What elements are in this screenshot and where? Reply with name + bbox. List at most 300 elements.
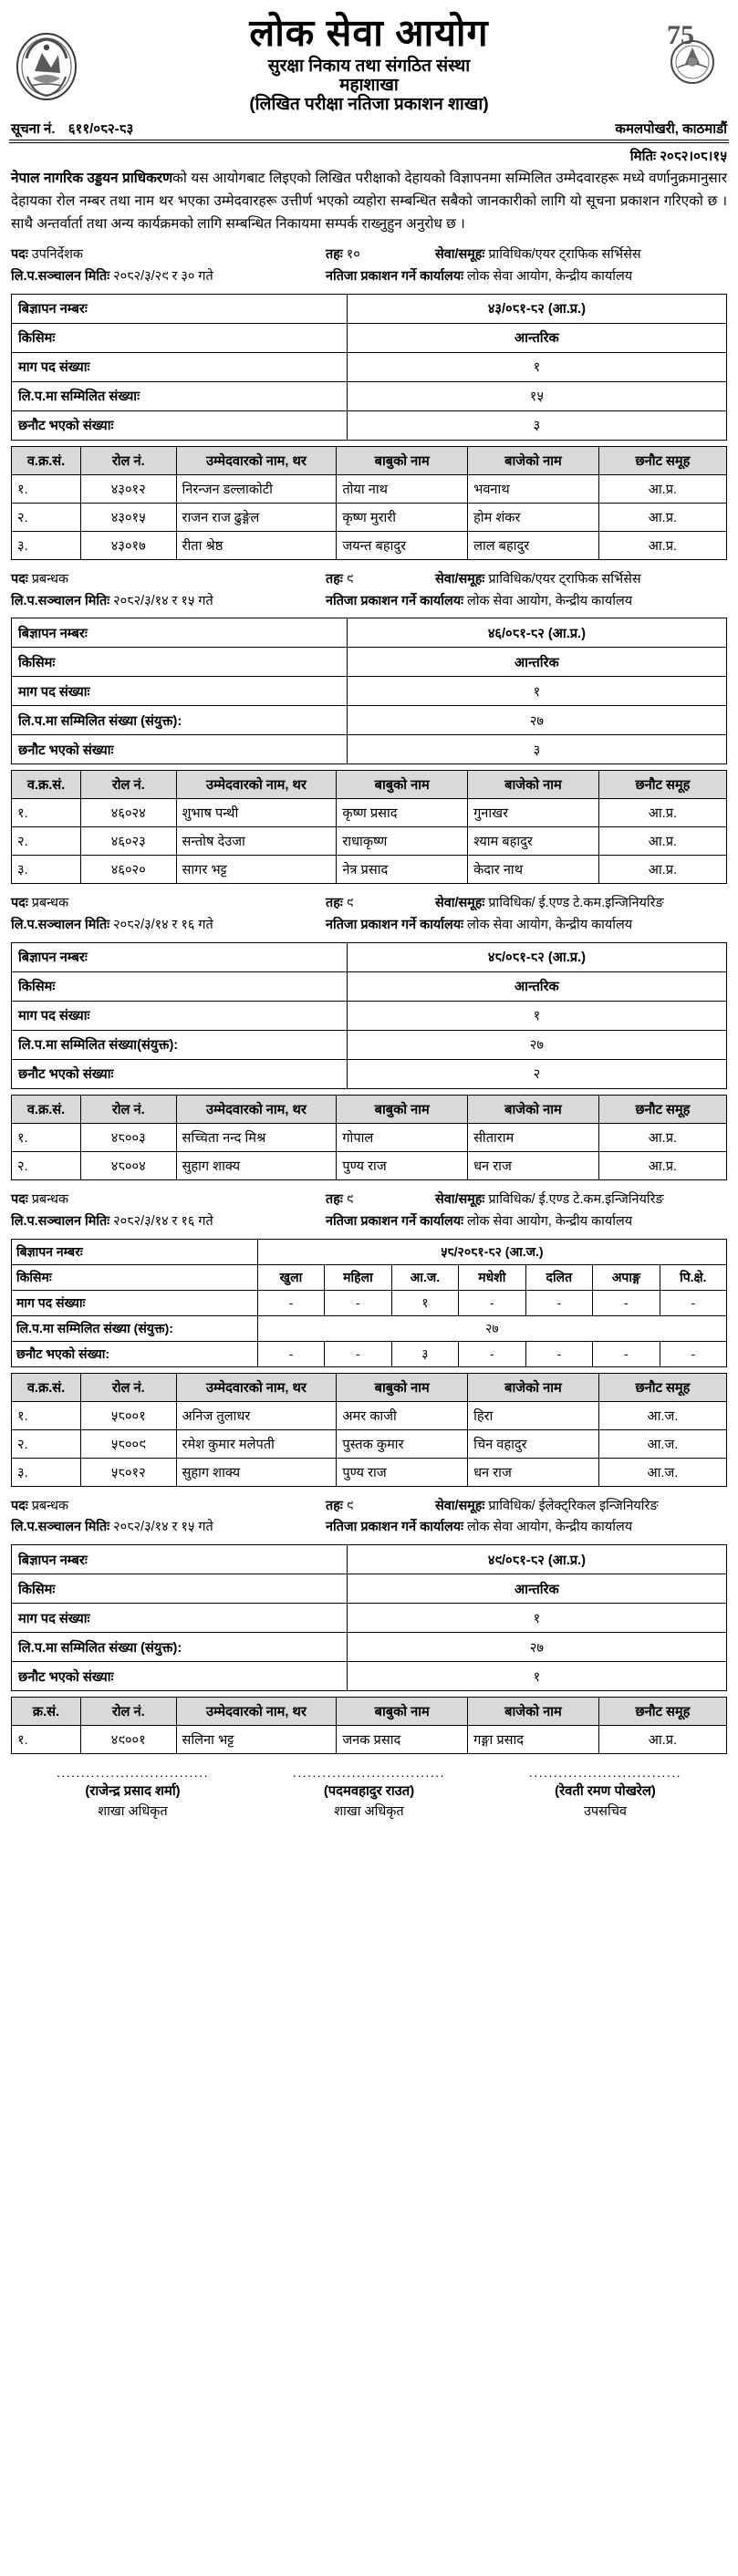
cell-father-name: कृष्ण प्रसाद [337, 799, 468, 827]
table-row [12, 474, 727, 503]
exam-date-label: लि.प.सञ्चालन मितिः [11, 918, 110, 933]
table-row [12, 1315, 727, 1341]
post-value: प्रबन्धक [31, 896, 69, 911]
cell-father-name: नेत्र प्रसाद [337, 856, 468, 884]
header-roll: रोल नं. [80, 771, 176, 799]
selected-value: ३ [347, 735, 726, 764]
post-label: पदः [11, 247, 28, 263]
header-grandfather-name: बाजेको नाम [468, 771, 599, 799]
level-value: ९ [346, 571, 354, 587]
cell-roll: ५८००१ [80, 1401, 176, 1429]
cell-father-name: पुस्तक कुमार [337, 1429, 468, 1458]
header-selection-group: छनौट समूह [598, 446, 726, 474]
ad-number-value: ४६/०८१-८२ (आ.प्र.) [347, 618, 726, 648]
psc-75-years-logo [658, 9, 725, 88]
table-row [12, 1239, 727, 1264]
level-value: १० [346, 247, 360, 263]
org-subtitle-2: महाशाखा [339, 75, 399, 95]
advertisement-info-table [11, 294, 727, 441]
service-value: प्राविधिक/एयर ट्राफिक सर्भिसेस [488, 571, 641, 587]
table-row [12, 1604, 727, 1633]
signature-row [15, 1767, 723, 1820]
table-row [12, 1458, 727, 1486]
table-row [12, 942, 727, 971]
cell-father-name: जयन्त बहादुर [337, 531, 468, 559]
cell-grandfather-name: श्याम बहादुर [468, 827, 599, 856]
header-selection-group: छनौट समूह [598, 1373, 726, 1401]
demand-label: माग पद संख्याः [12, 677, 348, 706]
kisim-value: आन्तरिक [347, 1574, 726, 1604]
candidate-result-table [11, 1095, 727, 1180]
header-candidate-name: उम्मेदवारको नाम, थर [176, 1373, 337, 1401]
participated-label: लि.प.मा सम्मिलित संख्या (संयुक्त): [12, 706, 348, 735]
header-selection-group: छनौट समूह [598, 771, 726, 799]
quota-header-cell: महिला [325, 1264, 391, 1290]
quota-header-cell: पि.क्षे. [660, 1264, 726, 1290]
table-header-row [12, 1095, 727, 1123]
cell-grandfather-name: गुनाखर [468, 799, 599, 827]
participated-label: लि.प.मा सम्मिलित संख्याः [12, 381, 348, 410]
header-roll: रोल नं. [80, 446, 176, 474]
table-row [12, 971, 727, 1001]
table-row [12, 1662, 727, 1691]
section-meta [11, 1496, 727, 1540]
header-candidate-name: उम्मेदवारको नाम, थर [176, 446, 337, 474]
header-roll: रोल नं. [80, 1698, 176, 1726]
meta-line-dates [11, 1517, 727, 1539]
cell-grandfather-name: धन राज [468, 1151, 599, 1179]
header-selection-group: छनौट समूह [598, 1698, 726, 1726]
level-value: ९ [346, 1498, 354, 1513]
meta-line-dates [11, 1211, 727, 1233]
cell-serial: २. [12, 827, 81, 856]
selected-value-cell: - [459, 1341, 525, 1366]
org-title: लोक सेवा आयोग [249, 12, 489, 54]
cell-father-name: तोया नाथ [337, 474, 468, 503]
publishing-office-label: नतिजा प्रकाशन गर्ने कार्यालयः [326, 1520, 464, 1535]
cell-selection-group: आ.प्र. [598, 1726, 726, 1754]
kisim-label: किसिमः [12, 1264, 258, 1290]
kisim-label: किसिमः [12, 1574, 348, 1604]
cell-selection-group: आ.प्र. [598, 531, 726, 559]
candidate-result-table [11, 446, 727, 560]
header-grandfather-name: बाजेको नाम [468, 1373, 599, 1401]
cell-grandfather-name: हिरा [468, 1401, 599, 1429]
quota-header-cell: दलित [525, 1264, 592, 1290]
post-value: उपनिर्देशक [31, 247, 83, 263]
header-father-name: बाबुको नाम [337, 1095, 468, 1123]
cell-serial: १. [12, 474, 81, 503]
candidate-result-table [11, 770, 727, 884]
header-serial: क्र.सं. [12, 1698, 81, 1726]
candidate-result-table [11, 1373, 727, 1487]
publishing-office-label: नतिजा प्रकाशन गर्ने कार्यालयः [326, 1213, 464, 1229]
cell-serial: २. [12, 1151, 81, 1179]
ad-number-value: ४८/०८१-८२ (आ.प्र.) [347, 942, 726, 971]
cell-grandfather-name: भवनाथ [468, 474, 599, 503]
notice-number [11, 119, 133, 138]
cell-candidate-name: सन्तोष देउजा [176, 827, 337, 856]
header-father-name: बाबुको नाम [337, 1373, 468, 1401]
selected-label: छनौट भएको संख्या: [12, 1341, 258, 1366]
cell-father-name: अमर काजी [337, 1401, 468, 1429]
service-label: सेवा/समूहः [435, 1191, 485, 1207]
masthead-titles [80, 9, 658, 116]
notice-number-row [9, 118, 729, 139]
header-selection-group: छनौट समूह [598, 1095, 726, 1123]
signature-block [251, 1767, 487, 1820]
table-row [12, 1290, 727, 1315]
table-row [12, 1726, 727, 1754]
table-row [12, 1030, 727, 1059]
cell-selection-group: आ.प्र. [598, 1123, 726, 1151]
post-value: प्रबन्धक [31, 571, 69, 587]
signature-line: ............................... [528, 1765, 682, 1781]
table-row [12, 735, 727, 764]
kisim-value: आन्तरिक [347, 648, 726, 677]
org-subtitle-3: (लिखित परीक्षा नतिजा प्रकाशन शाखा) [249, 95, 489, 115]
selected-value: ३ [347, 410, 726, 440]
header-grandfather-name: बाजेको नाम [468, 1095, 599, 1123]
table-row [12, 381, 727, 410]
selected-value-cell: - [257, 1341, 324, 1366]
cell-roll: ५८०१२ [80, 1458, 176, 1486]
signature-block [15, 1767, 251, 1820]
section-meta [11, 893, 727, 937]
participated-label: लि.प.मा सम्मिलित संख्या (संयुक्त): [12, 1633, 348, 1662]
selected-value-cell: - [525, 1341, 592, 1366]
candidate-result-table [11, 1697, 727, 1754]
post-label: पदः [11, 1191, 28, 1207]
selected-label: छनौट भएको संख्याः [12, 1059, 348, 1088]
cell-roll: ४३०१७ [80, 531, 176, 559]
cell-serial: १. [12, 1726, 81, 1754]
level-label: तहः [326, 247, 343, 263]
demand-value-cell: - [525, 1290, 592, 1315]
demand-label: माग पद संख्याः [12, 1290, 258, 1315]
table-row [12, 1633, 727, 1662]
office-location: कमलपोखरी, काठमाडौं [615, 120, 727, 137]
exam-date-label: लि.प.सञ्चालन मितिः [11, 269, 110, 285]
post-label: पदः [11, 571, 28, 587]
header-roll: रोल नं. [80, 1095, 176, 1123]
cell-father-name: पुण्य राज [337, 1151, 468, 1179]
demand-label: माग पद संख्याः [12, 1001, 348, 1030]
selected-value-cell: - [325, 1341, 391, 1366]
cell-candidate-name: अनिज तुलाधर [176, 1401, 337, 1429]
table-header-row [12, 446, 727, 474]
notice-date-label: मितिः [629, 149, 657, 165]
notice-date-value: २०८२।०८।१५ [660, 149, 727, 165]
header-divider [9, 140, 729, 144]
cell-selection-group: आ.प्र. [598, 799, 726, 827]
post-label: पदः [11, 896, 28, 911]
cell-serial: ३. [12, 856, 81, 884]
kisim-label: किसिमः [12, 648, 348, 677]
demand-value: १ [347, 1604, 726, 1633]
cell-roll: ५८००९ [80, 1429, 176, 1458]
table-row [12, 352, 727, 381]
demand-label: माग पद संख्याः [12, 352, 348, 381]
result-sections [9, 244, 729, 1754]
table-row [12, 1429, 727, 1458]
cell-father-name: कृष्ण मुरारी [337, 503, 468, 531]
publishing-office-value: लोक सेवा आयोग, केन्द्रीय कार्यालय [467, 918, 633, 933]
notice-number-label: सूचना नं. [11, 120, 56, 137]
cell-roll: ४८००४ [80, 1151, 176, 1179]
service-label: सेवा/समूहः [435, 896, 485, 911]
participated-value: २७ [257, 1315, 726, 1341]
service-label: सेवा/समूहः [435, 571, 485, 587]
exam-date-value: २०८२/३/१४ र १६ गते [113, 1213, 213, 1229]
header-serial: व.क्र.सं. [12, 771, 81, 799]
table-row [12, 1401, 727, 1429]
cell-grandfather-name: होम शंकर [468, 503, 599, 531]
demand-value-cell: - [325, 1290, 391, 1315]
result-section [11, 1189, 727, 1487]
intro-paragraph [11, 168, 727, 235]
demand-value: १ [347, 352, 726, 381]
signatory-designation: शाखा अधिकृत [334, 1803, 404, 1819]
cell-father-name: पुण्य राज [337, 1458, 468, 1486]
quota-header-cell: खुला [257, 1264, 324, 1290]
demand-label: माग पद संख्याः [12, 1604, 348, 1633]
table-row [12, 677, 727, 706]
participated-label: लि.प.मा सम्मिलित संख्या(संयुक्त): [12, 1030, 348, 1059]
cell-candidate-name: सागर भट्ट [176, 856, 337, 884]
notice-date [9, 146, 729, 168]
ad-number-label: बिज्ञापन नम्बरः [12, 1239, 258, 1264]
table-header-row [12, 1373, 727, 1401]
table-row [12, 323, 727, 352]
level-value: ९ [346, 896, 354, 911]
cell-roll: ४८००३ [80, 1123, 176, 1151]
exam-date-value: २०८२/३/१४ र १५ गते [113, 1520, 213, 1535]
quota-info-table [11, 1239, 727, 1367]
cell-candidate-name: रमेश कुमार मलेपती [176, 1429, 337, 1458]
level-label: तहः [326, 1498, 343, 1513]
level-label: तहः [326, 896, 343, 911]
cell-selection-group: आ.प्र. [598, 503, 726, 531]
exam-date-label: लि.प.सञ्चालन मितिः [11, 1213, 110, 1229]
ad-number-value: ५८/२०८१-८२ (आ.ज.) [257, 1239, 726, 1264]
signatory-name: (राजेन्द्र प्रसाद शर्मा) [85, 1783, 181, 1799]
cell-candidate-name: निरन्जन डल्लाकोटी [176, 474, 337, 503]
ad-number-label: बिज्ञापन नम्बरः [12, 1545, 348, 1574]
table-row [12, 706, 727, 735]
cell-roll: ४३०१२ [80, 474, 176, 503]
service-value: प्राविधिक/ ई.एण्ड टे.कम.इन्जिनियरिङ [488, 1191, 664, 1207]
participated-value: १५ [347, 381, 726, 410]
exam-date-label: लि.प.सञ्चालन मितिः [11, 1520, 110, 1535]
participated-value: २७ [347, 706, 726, 735]
level-value: ९ [346, 1191, 354, 1207]
participated-label: लि.प.मा सम्मिलित संख्या (संयुक्त): [12, 1315, 258, 1341]
meta-line-dates [11, 266, 727, 288]
publishing-office-label: नतिजा प्रकाशन गर्ने कार्यालयः [326, 269, 464, 285]
cell-roll: ४३०१५ [80, 503, 176, 531]
table-row [12, 827, 727, 856]
advertisement-info-table [11, 618, 727, 764]
ad-number-value: ४९/०८१-८२ (आ.प्र.) [347, 1545, 726, 1574]
publishing-office-value: लोक सेवा आयोग, केन्द्रीय कार्यालय [467, 593, 633, 608]
selected-value-cell: ३ [391, 1341, 458, 1366]
demand-value-cell: - [660, 1290, 726, 1315]
table-row [12, 503, 727, 531]
table-row [12, 294, 727, 323]
table-row [12, 531, 727, 559]
selected-label: छनौट भएको संख्याः [12, 735, 348, 764]
demand-value-cell: - [459, 1290, 525, 1315]
demand-value: १ [347, 1001, 726, 1030]
header-candidate-name: उम्मेदवारको नाम, थर [176, 771, 337, 799]
nepal-government-emblem [13, 9, 80, 102]
cell-candidate-name: शुभाष पन्थी [176, 799, 337, 827]
result-section [11, 569, 727, 885]
level-label: तहः [326, 571, 343, 587]
publishing-office-label: नतिजा प्रकाशन गर्ने कार्यालयः [326, 593, 464, 608]
intro-rest: को यस आयोगबाट लिइएको लिखित परीक्षाको देहायको विज्ञापनमा सम्मिलित उम्मेदवारहरू मध्ये वर्णानुक्रमानुसार देहायका रोल नम्बर तथा नाम थर भएका उम्मेदवारहरू उत्तीर्ण भएको व्यहोरा सम्बन्धित सबैको जानकारीको लागि यो सूचना प्रकाशन गरिएको छ । साथै अन्तर्वार्ता तथा अन्य कार्यक्रमको लागि सम्बन्धित निकायमा सम्पर्क राख्नुहुन अनुरोध छ । [11, 171, 727, 232]
table-row [12, 1574, 727, 1604]
level-label: तहः [326, 1191, 343, 1207]
cell-candidate-name: सुहाग शाक्य [176, 1151, 337, 1179]
selected-label: छनौट भएको संख्याः [12, 1662, 348, 1691]
cell-grandfather-name: लाल बहादुर [468, 531, 599, 559]
signature-line: ............................... [56, 1765, 210, 1781]
notice-number-value: ६११/०८२-८३ [68, 120, 134, 137]
result-section [11, 1496, 727, 1755]
cell-serial: १. [12, 1123, 81, 1151]
kisim-value: आन्तरिक [347, 323, 726, 352]
cell-selection-group: आ.प्र. [598, 827, 726, 856]
cell-serial: ३. [12, 1458, 81, 1486]
exam-date-value: २०८२/३/२९ र ३० गते [113, 269, 213, 285]
cell-serial: २. [12, 503, 81, 531]
cell-candidate-name: रीता श्रेष्ठ [176, 531, 337, 559]
selected-value: २ [347, 1059, 726, 1088]
selected-label: छनौट भएको संख्याः [12, 410, 348, 440]
header-father-name: बाबुको नाम [337, 771, 468, 799]
post-value: प्रबन्धक [31, 1191, 69, 1207]
publishing-office-value: लोक सेवा आयोग, केन्द्रीय कार्यालय [467, 269, 633, 285]
publishing-office-value: लोक सेवा आयोग, केन्द्रीय कार्यालय [467, 1213, 633, 1229]
cell-serial: १. [12, 799, 81, 827]
cell-selection-group: आ.ज. [598, 1401, 726, 1429]
cell-grandfather-name: केदार नाथ [468, 856, 599, 884]
cell-father-name: जनक प्रसाद [337, 1726, 468, 1754]
signatory-designation: शाखा अधिकृत [98, 1803, 168, 1819]
header-grandfather-name: बाजेको नाम [468, 446, 599, 474]
cell-selection-group: आ.प्र. [598, 856, 726, 884]
table-row [12, 1545, 727, 1574]
selected-value: १ [347, 1662, 726, 1691]
ad-number-label: बिज्ञापन नम्बरः [12, 618, 348, 648]
cell-candidate-name: सच्चिता नन्द मिश्र [176, 1123, 337, 1151]
quota-header-cell: मधेशी [459, 1264, 525, 1290]
cell-grandfather-name: चिन वहादुर [468, 1429, 599, 1458]
quota-header-cell: अपाङ्ग [593, 1264, 660, 1290]
meta-line-dates [11, 591, 727, 613]
cell-selection-group: आ.प्र. [598, 1151, 726, 1179]
section-meta [11, 569, 727, 613]
cell-candidate-name: सलिना भट्ट [176, 1726, 337, 1754]
table-row [12, 618, 727, 648]
publishing-office-value: लोक सेवा आयोग, केन्द्रीय कार्यालय [467, 1520, 633, 1535]
cell-father-name: राधाकृष्ण [337, 827, 468, 856]
service-label: सेवा/समूहः [435, 247, 485, 263]
post-value: प्रबन्धक [31, 1498, 69, 1513]
cell-serial: १. [12, 1401, 81, 1429]
cell-grandfather-name: धन राज [468, 1458, 599, 1486]
cell-serial: ३. [12, 531, 81, 559]
cell-selection-group: आ.प्र. [598, 474, 726, 503]
cell-grandfather-name: गङ्गा प्रसाद [468, 1726, 599, 1754]
participated-value: २७ [347, 1633, 726, 1662]
cell-grandfather-name: सीताराम [468, 1123, 599, 1151]
exam-date-label: लि.प.सञ्चालन मितिः [11, 593, 110, 608]
cell-candidate-name: सुहाग शाक्य [176, 1458, 337, 1486]
service-value: प्राविधिक/ ई.एण्ड टे.कम.इन्जिनियरिङ [488, 896, 664, 911]
header-father-name: बाबुको नाम [337, 1698, 468, 1726]
table-row [12, 648, 727, 677]
section-meta [11, 244, 727, 288]
cell-roll: ४६०२३ [80, 827, 176, 856]
table-row [12, 410, 727, 440]
cell-father-name: गोपाल [337, 1123, 468, 1151]
meta-line-post [11, 244, 727, 266]
quota-header-cell: आ.ज. [391, 1264, 458, 1290]
cell-roll: ४६०२० [80, 856, 176, 884]
post-label: पदः [11, 1498, 28, 1513]
service-value: प्राविधिक/एयर ट्राफिक सर्भिसेस [488, 247, 641, 263]
table-row [12, 856, 727, 884]
signature-block [487, 1767, 723, 1820]
svg-text:75: 75 [667, 20, 694, 50]
table-header-row [12, 771, 727, 799]
signatory-name: (रेवती रमण पोखरेल) [555, 1783, 656, 1799]
service-value: प्राविधिक/ ईलेक्ट्रिकल इन्जिनियरिङ [488, 1498, 659, 1513]
cell-selection-group: आ.ज. [598, 1429, 726, 1458]
header-roll: रोल नं. [80, 1373, 176, 1401]
table-header-row [12, 1698, 727, 1726]
header-serial: व.क्र.सं. [12, 1095, 81, 1123]
advertisement-info-table [11, 1544, 727, 1691]
demand-value: १ [347, 677, 726, 706]
ad-number-label: बिज्ञापन नम्बरः [12, 942, 348, 971]
kisim-value: आन्तरिक [347, 971, 726, 1001]
meta-line-post [11, 1496, 727, 1518]
meta-line-post [11, 1189, 727, 1211]
header-father-name: बाबुको नाम [337, 446, 468, 474]
table-row [12, 799, 727, 827]
meta-line-dates [11, 915, 727, 937]
exam-date-value: २०८२/३/१४ र १५ गते [113, 593, 213, 608]
meta-line-post [11, 893, 727, 915]
table-row [12, 1001, 727, 1030]
ad-number-value: ४३/०८१-८२ (आ.प्र.) [347, 294, 726, 323]
service-label: सेवा/समूहः [435, 1498, 485, 1513]
kisim-label: किसिमः [12, 323, 348, 352]
cell-selection-group: आ.ज. [598, 1458, 726, 1486]
selected-value-cell: - [660, 1341, 726, 1366]
masthead [9, 5, 729, 116]
section-meta [11, 1189, 727, 1233]
table-row [12, 1123, 727, 1151]
signature-line: ............................... [292, 1765, 446, 1781]
org-subtitle-1: सुरक्षा निकाय तथा संगठित संस्था [267, 57, 471, 77]
signatory-name: (पदमवहादुर राउत) [323, 1783, 415, 1799]
ad-number-label: बिज्ञापन नम्बरः [12, 294, 348, 323]
